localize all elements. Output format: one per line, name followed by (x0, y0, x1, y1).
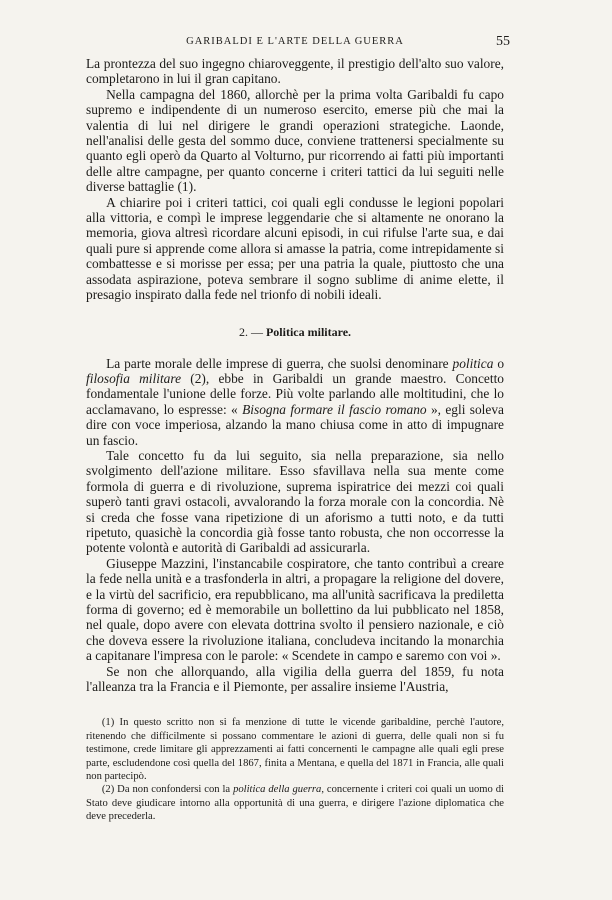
paragraph-6: Giuseppe Mazzini, l'instancabile cospiratore, che tanto contribuì a creare la fede nella unità e a trasfonderla in altri, a propagare la religione del dovere, e la virtù del sacrificio, era repubblicano, ma all'unità sacrificava la prediletta forma di governo; ed è memorabile un bollettino da lui pubblicato nel 1858, nel quale, dopo avere con elevata dottrina svolto il pensiero nazionale, e ciò che doveva essere la rivoluzione italiana, concludeva incitando la monarchia a capitanare l'impresa con le parole: « Scendete in campo e saremo con voi ». (86, 555, 504, 664)
body-text (86, 56, 504, 694)
paragraph-4-text-3: (2), ebbe in Garibaldi un grande maestro. Concetto fondamentale l'unione delle forze. Più volte parlando alle moltitudini, che lo acclamavano, lo espresse: « (86, 370, 504, 417)
footnote-2 (86, 783, 504, 823)
footnotes (86, 716, 504, 823)
footnote-2-text-1: (2) Da non confondersi con la (101, 784, 234, 796)
running-title: GARIBALDI E L'ARTE DELLA GUERRA (186, 36, 404, 47)
paragraph-5: Tale concetto fu da lui seguito, sia nella preparazione, sia nello svolgimento dell'azione militare. Esso sfavillava nella sua mente come formola di guerra e di rivoluzione, suprema ispiratrice dei mezzi coi quali superò tanti gravi ostacoli, avvalorando la forza morale con la concordia. Nè si creda che fosse vana ripetizione di un aforismo a tutti noto, e da tutti ripetuto, quasichè la concordia già fosse tanto robusta, che non occorresse la potente volontà e autorità di Garibaldi ad assicurarla. (86, 447, 504, 556)
section-number: 2. — (238, 324, 263, 339)
paragraph-1: La prontezza del suo ingegno chiaroveggente, il prestigio dell'alto suo valore, completarono in lui il gran capitano. (86, 56, 504, 87)
term-politica: politica (452, 355, 494, 371)
quote-fascio-romano: Bisogna formare il fascio romano (242, 401, 427, 417)
paragraph-4 (86, 356, 504, 448)
page-number: 55 (496, 34, 510, 49)
section-title: Politica militare. (265, 324, 352, 339)
term-politica-della-guerra: politica della guerra (233, 784, 322, 796)
paragraph-4-text-1: La parte morale delle imprese di guerra, che suolsi denominare (106, 355, 453, 371)
paragraph-4-text-4: », egli soleva dire con voce imperiosa, alzando la mano chiusa come in atto di impugnare un fascio. (86, 401, 504, 448)
footnote-2-text-2: , concernente i criteri coi quali un uomo di Stato deve giudicare intorno alla opportunità di una guerra, e dirigere l'azione diplomatica che deve precederla. (86, 784, 504, 823)
paragraph-3: A chiarire poi i criteri tattici, coi quali egli condusse le legioni popolari alla vittoria, e compì le imprese leggendarie che si altamente ne onorano la memoria, giova altresì ricordare alcuni episodi, in cui rifulse l'arte sua, e dai quali pure si apprende come allora si amasse la patria, come intrepidamente si combattesse e si morisse per essa; per una patria la quale, piuttosto che una assodata aspirazione, poteva sembrare il sogno sublime di anime elette, il presagio inspirato dalla fede nel trionfo di nobili ideali. (86, 194, 504, 303)
paragraph-2: Nella campagna del 1860, allorchè per la prima volta Garibaldi fu capo supremo e indipendente di un numeroso esercito, emerse più che mai la valentia di lui nel dirigere le grandi operazioni strategiche. Laonde, nell'analisi delle gesta del sommo duce, conviene trattenersi specialmente su quanto egli operò da Quarto al Volturno, pur ricorrendo ai fatti più importanti delle altre campagne, per quanto concerne i criteri tattici da lui seguiti nelle diverse battaglie (1). (86, 86, 504, 195)
running-header (86, 34, 510, 56)
footnote-1: (1) In questo scritto non si fa menzione di tutte le vicende garibaldine, perchè l'autore, ritenendo che difficilmente si possano commentare le azioni di guerra, delle quali non si fu testimone, crede limitare gli apprezzamenti ai fatti concernenti le campagne alle quali egli prese parte, escludendone così quella del 1867, finita a Mentana, e quella del 1871 in Francia, alle quali non partecipò. (86, 717, 504, 783)
paragraph-4-text-2: o (493, 355, 505, 371)
term-filosofia-militare: filosofia militare (86, 370, 182, 386)
paragraph-7: Se non che allorquando, alla vigilia della guerra del 1859, fu nota l'alleanza tra la Francia e il Piemonte, per assalire insieme l'Austria, (86, 663, 504, 695)
section-heading (86, 325, 504, 340)
